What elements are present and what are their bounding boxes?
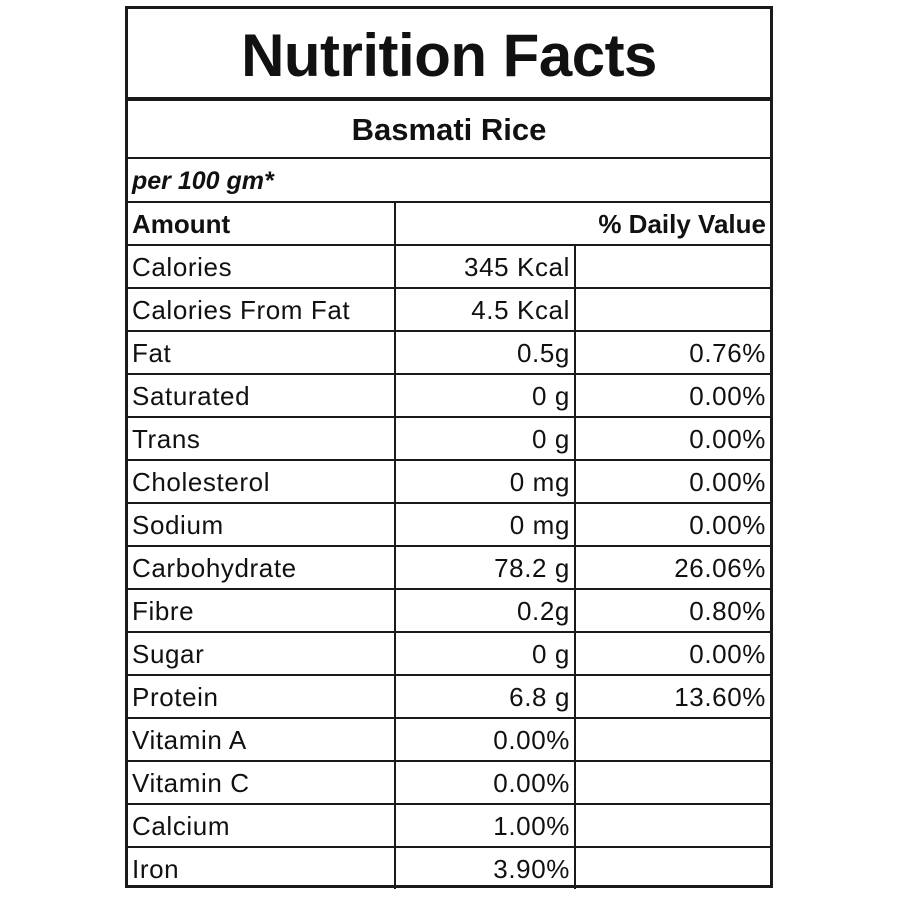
table-row bbox=[128, 504, 770, 547]
nutrient-amount: 4.5 Kcal bbox=[396, 289, 576, 330]
nutrient-name: Sugar bbox=[128, 633, 396, 674]
nutrient-amount: 6.8 g bbox=[396, 676, 576, 717]
nutrient-name: Trans bbox=[128, 418, 396, 459]
table-row bbox=[128, 762, 770, 805]
table-row bbox=[128, 375, 770, 418]
nutrient-name: Vitamin A bbox=[128, 719, 396, 760]
nutrient-daily-value bbox=[576, 289, 770, 330]
table-row bbox=[128, 719, 770, 762]
nutrient-daily-value bbox=[576, 762, 770, 803]
table-row bbox=[128, 289, 770, 332]
column-header-row bbox=[128, 203, 770, 246]
nutrient-amount: 3.90% bbox=[396, 848, 576, 889]
nutrient-amount: 0 g bbox=[396, 418, 576, 459]
nutrient-name: Iron bbox=[128, 848, 396, 889]
nutrient-daily-value: 0.00% bbox=[689, 467, 766, 497]
table-row bbox=[128, 332, 770, 375]
amount-header: Amount bbox=[128, 203, 396, 244]
nutrient-name: Fat bbox=[128, 332, 396, 373]
nutrient-name: Vitamin C bbox=[128, 762, 396, 803]
nutrient-amount: 0 mg bbox=[396, 461, 576, 502]
table-row bbox=[128, 547, 770, 590]
nutrient-daily-value bbox=[576, 848, 770, 889]
nutrient-name: Calcium bbox=[128, 805, 396, 846]
nutrient-amount: 1.00% bbox=[396, 805, 576, 846]
nutrient-name: Calories bbox=[128, 246, 396, 287]
nutrient-daily-value: 0.00% bbox=[689, 381, 766, 411]
nutrient-amount: 345 Kcal bbox=[396, 246, 576, 287]
nutrient-daily-value: 0.00% bbox=[689, 639, 766, 669]
nutrient-name: Fibre bbox=[128, 590, 396, 631]
nutrient-daily-value: 13.60% bbox=[674, 682, 766, 712]
nutrient-amount: 0.00% bbox=[396, 719, 576, 760]
nutrient-name: Carbohydrate bbox=[128, 547, 396, 588]
nutrient-daily-value bbox=[576, 246, 770, 287]
nutrient-name: Calories From Fat bbox=[128, 289, 396, 330]
nutrient-amount: 0.2g bbox=[396, 590, 576, 631]
nutrient-daily-value bbox=[576, 719, 770, 760]
nutrient-name: Saturated bbox=[128, 375, 396, 416]
table-row bbox=[128, 633, 770, 676]
nutrient-name: Protein bbox=[128, 676, 396, 717]
table-row bbox=[128, 676, 770, 719]
label-title: Nutrition Facts bbox=[128, 9, 770, 101]
nutrient-name: Sodium bbox=[128, 504, 396, 545]
serving-size: per 100 gm* bbox=[128, 159, 770, 203]
nutrient-daily-value: 0.00% bbox=[689, 424, 766, 454]
nutrient-daily-value bbox=[576, 805, 770, 846]
nutrient-amount: 0 g bbox=[396, 375, 576, 416]
nutrient-amount: 0 g bbox=[396, 633, 576, 674]
daily-value-header: % Daily Value bbox=[598, 209, 766, 239]
table-row bbox=[128, 590, 770, 633]
nutrient-daily-value: 0.80% bbox=[689, 596, 766, 626]
nutrient-daily-value: 26.06% bbox=[674, 553, 766, 583]
nutrient-amount: 0 mg bbox=[396, 504, 576, 545]
nutrient-amount: 0.00% bbox=[396, 762, 576, 803]
nutrient-amount: 78.2 g bbox=[396, 547, 576, 588]
nutrient-daily-value: 0.76% bbox=[689, 338, 766, 368]
table-row bbox=[128, 418, 770, 461]
nutrient-amount: 0.5g bbox=[396, 332, 576, 373]
table-row bbox=[128, 461, 770, 504]
nutrient-name: Cholesterol bbox=[128, 461, 396, 502]
nutrient-daily-value: 0.00% bbox=[689, 510, 766, 540]
product-name: Basmati Rice bbox=[128, 101, 770, 159]
table-row bbox=[128, 805, 770, 848]
table-row bbox=[128, 246, 770, 289]
table-row bbox=[128, 848, 770, 891]
nutrition-label bbox=[125, 6, 773, 888]
nutrient-table bbox=[128, 246, 770, 891]
